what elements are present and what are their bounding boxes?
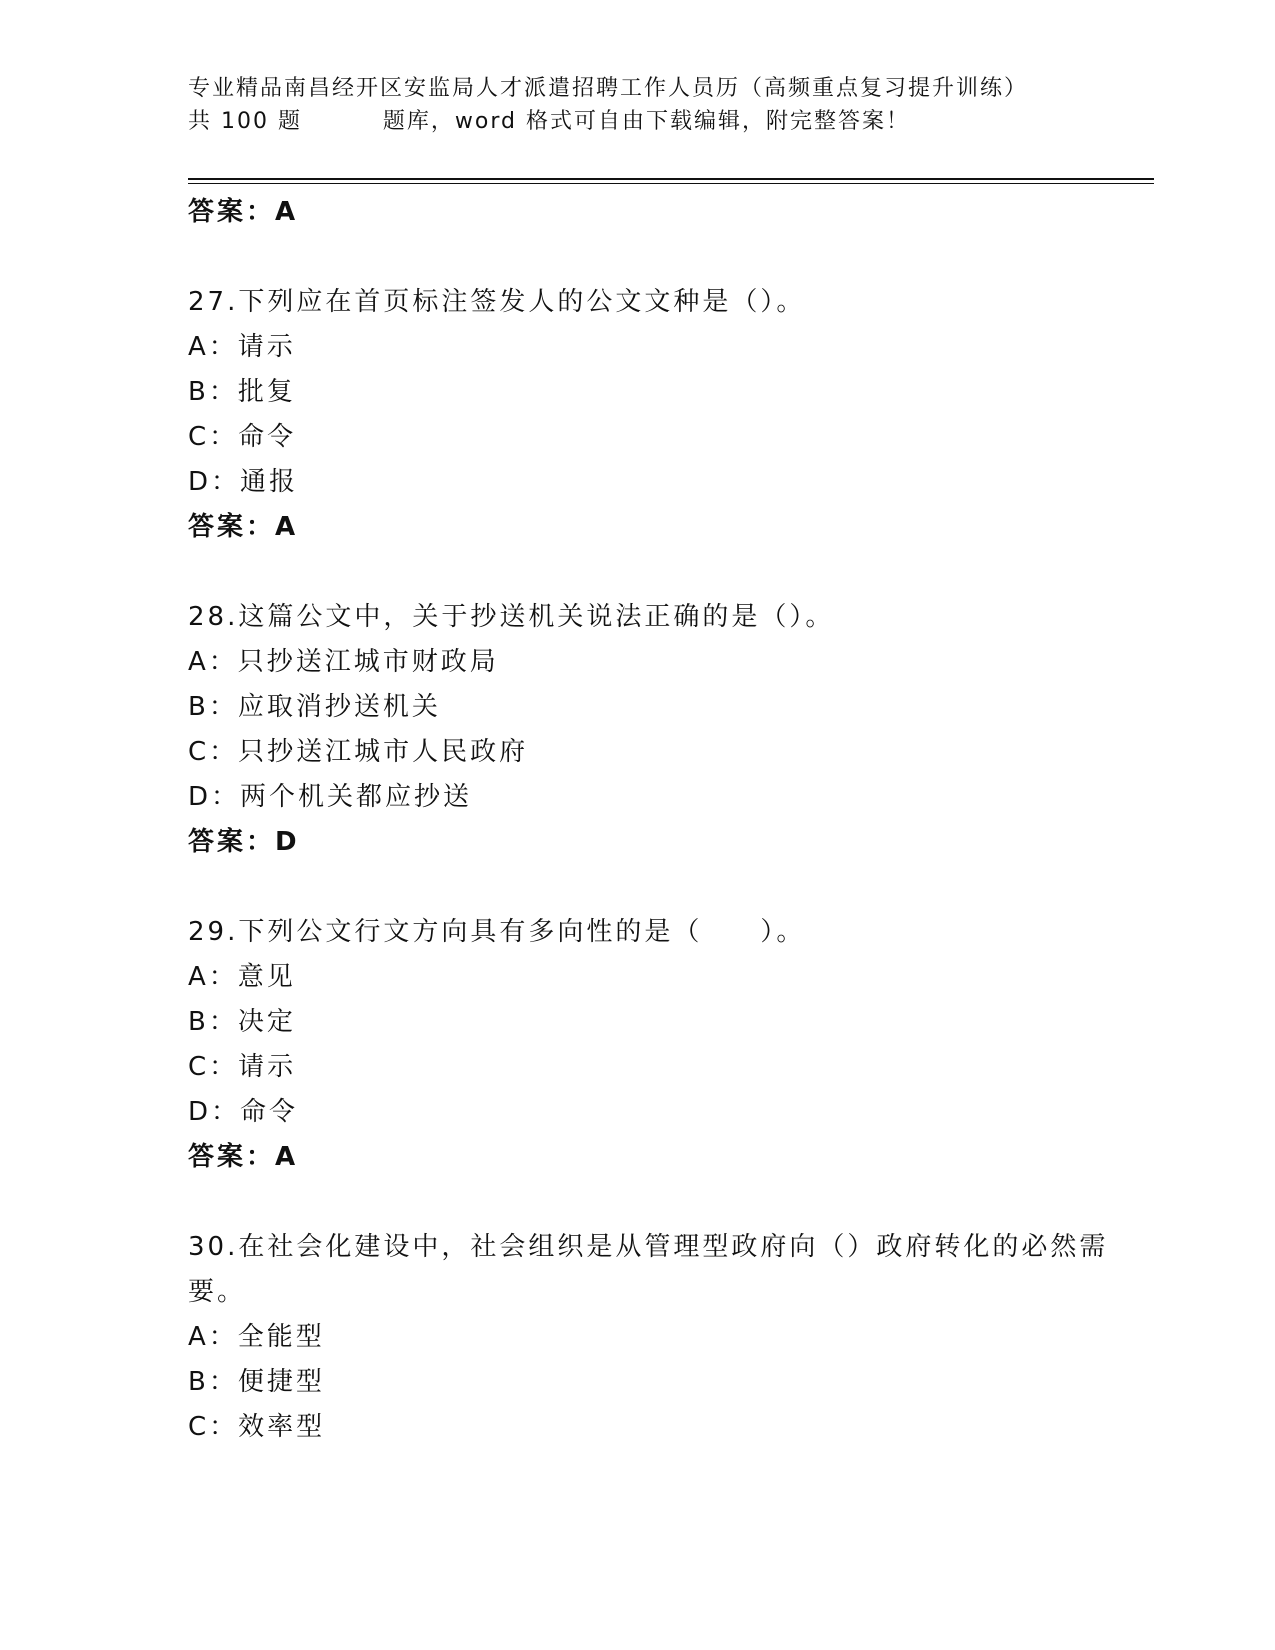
option-a: A：意见: [188, 962, 296, 992]
option-c: C：只抄送江城市人民政府: [188, 737, 529, 767]
answer-line: 答案：A: [188, 512, 299, 542]
option-b: B：便捷型: [188, 1367, 325, 1397]
option-c: C：效率型: [188, 1412, 326, 1442]
option-a: A：全能型: [188, 1322, 325, 1352]
question-text: 28.这篇公文中，关于抄送机关说法正确的是（）。: [188, 602, 835, 632]
answer-line: 答案：A: [188, 1142, 299, 1172]
question-block: [188, 1225, 1118, 1450]
answer-line: 答案：A: [188, 197, 299, 227]
header-title: 专业精品南昌经开区安监局人才派遣招聘工作人员历（高频重点复习提升训练）: [188, 76, 1029, 101]
question-block: [188, 280, 1118, 550]
header-divider: [188, 178, 1154, 180]
option-d: D：通报: [188, 467, 299, 497]
option-c: C：请示: [188, 1052, 297, 1082]
document-header: [188, 72, 1148, 138]
question-list: [188, 190, 1118, 1450]
option-c: C：命令: [188, 422, 297, 452]
question-text: 30.在社会化建设中，社会组织是从管理型政府向（）政府转化的必然需要。: [188, 1232, 1109, 1307]
question-block: [188, 910, 1118, 1180]
option-b: B：应取消抄送机关: [188, 692, 441, 722]
question-text: 29.下列公文行文方向具有多向性的是（ ）。: [188, 917, 806, 947]
option-a: A：请示: [188, 332, 296, 362]
question-block: [188, 595, 1118, 865]
question-text: 27.下列应在首页标注签发人的公文文种是（）。: [188, 287, 806, 317]
option-a: A：只抄送江城市财政局: [188, 647, 499, 677]
option-b: B：决定: [188, 1007, 296, 1037]
option-d: D：两个机关都应抄送: [188, 782, 473, 812]
option-b: B：批复: [188, 377, 296, 407]
answer-line: 答案：D: [188, 827, 300, 857]
option-d: D：命令: [188, 1097, 299, 1127]
header-divider-thin: [188, 183, 1154, 184]
header-subtitle: 共 100 题 题库，word 格式可自由下载编辑，附完整答案！: [188, 109, 910, 134]
